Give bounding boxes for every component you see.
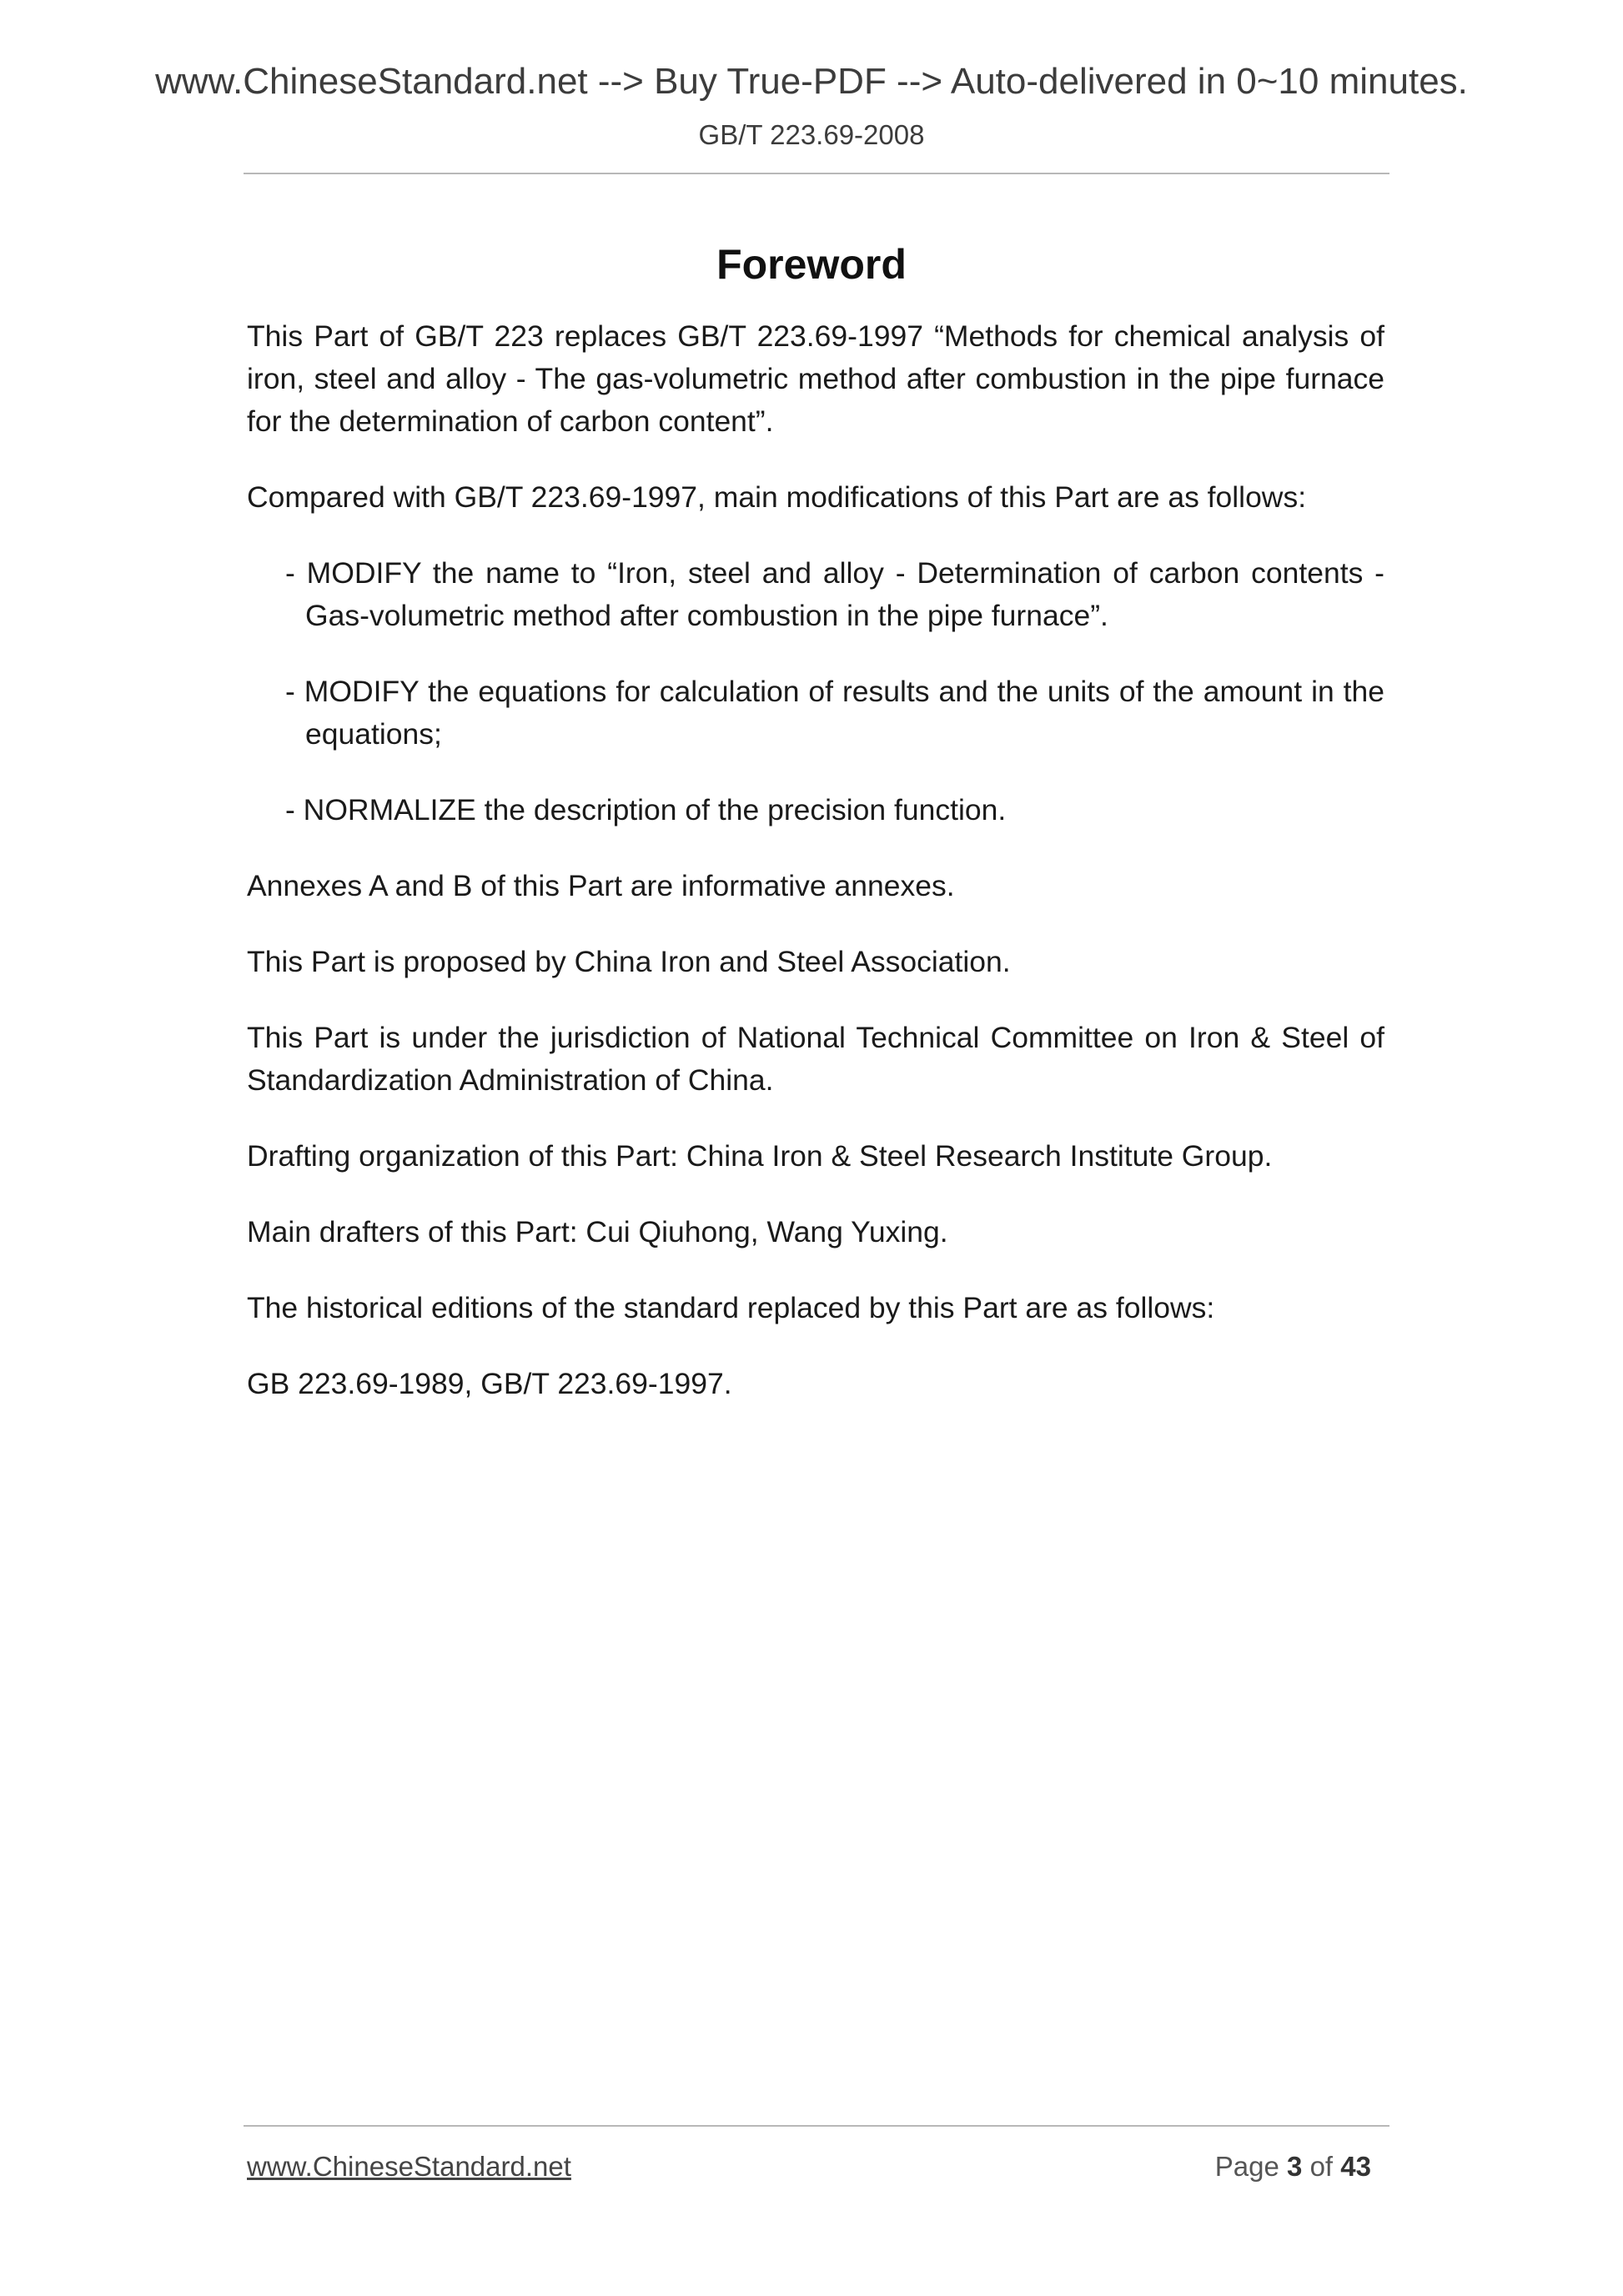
page-current: 3	[1287, 2151, 1303, 2182]
paragraph-modifications-intro: Compared with GB/T 223.69-1997, main modifications of this Part are as follows:	[247, 480, 1307, 514]
page-title: Foreword	[716, 240, 907, 288]
paragraph-drafters: Main drafters of this Part: Cui Qiuhong, Wang Yuxing.	[247, 1215, 948, 1248]
list-item: - MODIFY the equations for calculation of results and the units of the amount in the equations;	[285, 675, 1384, 751]
paragraph-historical-editions: GB 223.69-1989, GB/T 223.69-1997.	[247, 1367, 732, 1400]
modifications-list	[247, 552, 1384, 831]
list-item: - NORMALIZE the description of the precision function.	[285, 793, 1007, 826]
paragraph-drafting-organization: Drafting organization of this Part: China Iron & Steel Research Institute Group.	[247, 1139, 1273, 1173]
paragraph-replaces: This Part of GB/T 223 replaces GB/T 223.69-1997 “Methods for chemical analysis of iron, steel and alloy - The gas-volumetric method after combustion in the pipe furnace for the determination of carbon content”.	[247, 319, 1384, 438]
paragraph-historical-intro: The historical editions of the standard replaced by this Part are as follows:	[247, 1291, 1215, 1324]
list-item: - MODIFY the name to “Iron, steel and alloy - Determination of carbon contents - Gas-volumetric method after combustion in the pipe furnace”.	[285, 556, 1384, 632]
paragraph-annexes: Annexes A and B of this Part are informative annexes.	[247, 869, 955, 902]
document-code: GB/T 223.69-2008	[698, 119, 925, 150]
page-total: 43	[1340, 2151, 1371, 2182]
footer-website-link[interactable]: www.ChineseStandard.net	[247, 2151, 571, 2182]
footer-divider	[244, 2125, 1389, 2127]
page-number	[1215, 2153, 1371, 2180]
header-banner: www.ChineseStandard.net --> Buy True-PDF --> Auto-delivered in 0~10 minutes.	[155, 61, 1468, 102]
paragraph-jurisdiction: This Part is under the jurisdiction of National Technical Committee on Iron & Steel of Standardization Administration of China.	[247, 1021, 1384, 1097]
paragraph-proposed-by: This Part is proposed by China Iron and Steel Association.	[247, 945, 1011, 978]
header-divider	[244, 173, 1389, 174]
foreword-body	[247, 315, 1384, 1439]
page-prefix: Page	[1214, 2151, 1279, 2182]
page-of: of	[1309, 2151, 1334, 2182]
